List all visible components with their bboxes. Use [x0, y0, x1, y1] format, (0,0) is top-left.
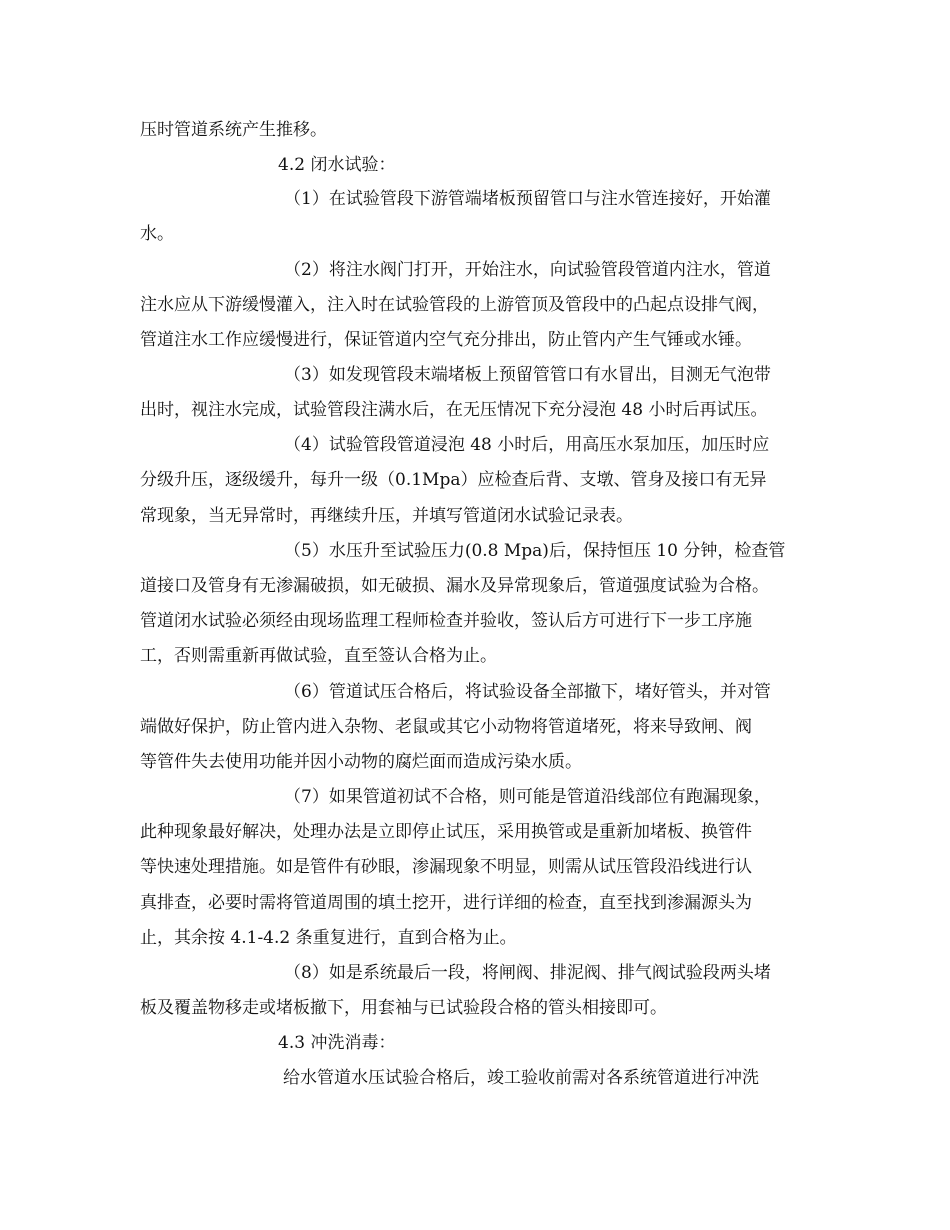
list-item-text: （7）如果管道初试不合格，则可能是管道沿线部位有跑漏现象，	[284, 787, 771, 807]
text-line: 此种现象最好解决，处理办法是立即停止试压，采用换管或是重新加堵板、换管件	[140, 822, 752, 842]
list-item-text: （3）如发现管段末端堵板上预留管管口有水冒出，目测无气泡带	[284, 365, 771, 385]
text-line: 道接口及管身有无渗漏破损，如无破损、漏水及异常现象后，管道强度试验为合格。	[140, 576, 769, 596]
list-item-text: （5）水压升至试验压力(0.8 Mpa)后，保持恒压 10 分钟，检查管	[284, 541, 786, 561]
text-line: 分级升压，逐级缓升，每升一级（0.1Mpa）应检查后背、支墩、管身及接口有无异	[140, 470, 767, 490]
text-line: 止，其余按 4.1-4.2 条重复进行，直到合格为止。	[140, 928, 517, 948]
section-heading: 4.3 冲洗消毒：	[278, 1033, 396, 1053]
text-line: 管道闭水试验必须经由现场监理工程师检查并验收，签认后方可进行下一步工序施	[140, 611, 752, 631]
text-line: 等快速处理措施。如是管件有砂眼，渗漏现象不明显，则需从试压管段沿线进行认	[140, 857, 752, 877]
text-line: 水。	[140, 224, 174, 244]
text-line: 工，否则需重新再做试验，直至签认合格为止。	[140, 646, 497, 666]
list-item-text: （6）管道试压合格后，将试验设备全部撤下，堵好管头，并对管	[284, 682, 771, 702]
text-line: 管道注水工作应缓慢进行，保证管道内空气充分排出，防止管内产生气锤或水锤。	[140, 330, 752, 350]
text-line: 注水应从下游缓慢灌入，注入时在试验管段的上游管顶及管段中的凸起点设排气阀，	[140, 295, 769, 315]
text-line: 等管件失去使用功能并因小动物的腐烂面而造成污染水质。	[140, 752, 582, 772]
list-item-text: （1）在试验管段下游管端堵板预留管口与注水管连接好，开始灌	[284, 189, 771, 209]
text-line: 常现象，当无异常时，再继续升压，并填写管道闭水试验记录表。	[140, 506, 633, 526]
text-line: 压时管道系统产生推移。	[140, 120, 327, 140]
list-item-text: （4）试验管段管道浸泡 48 小时后，用高压水泵加压，加压时应	[284, 435, 770, 455]
paragraph-text: 给水管道水压试验合格后，竣工验收前需对各系统管道进行冲洗	[283, 1068, 759, 1088]
text-line: 出时，视注水完成，试验管段注满水后，在无压情况下充分浸泡 48 小时后再试压。	[140, 400, 768, 420]
text-line: 板及覆盖物移走或堵板撤下，用套袖与已试验段合格的管头相接即可。	[140, 998, 667, 1018]
text-line: 端做好保护，防止管内进入杂物、老鼠或其它小动物将管道堵死，将来导致闸、阀	[140, 717, 752, 737]
section-heading: 4.2 闭水试验：	[278, 155, 396, 175]
text-line: 真排查，必要时需将管道周围的填土挖开，进行详细的检查，直至找到渗漏源头为	[140, 893, 752, 913]
list-item-text: （8）如是系统最后一段，将闸阀、排泥阀、排气阀试验段两头堵	[284, 963, 771, 983]
list-item-text: （2）将注水阀门打开，开始注水，向试验管段管道内注水，管道	[284, 260, 771, 280]
